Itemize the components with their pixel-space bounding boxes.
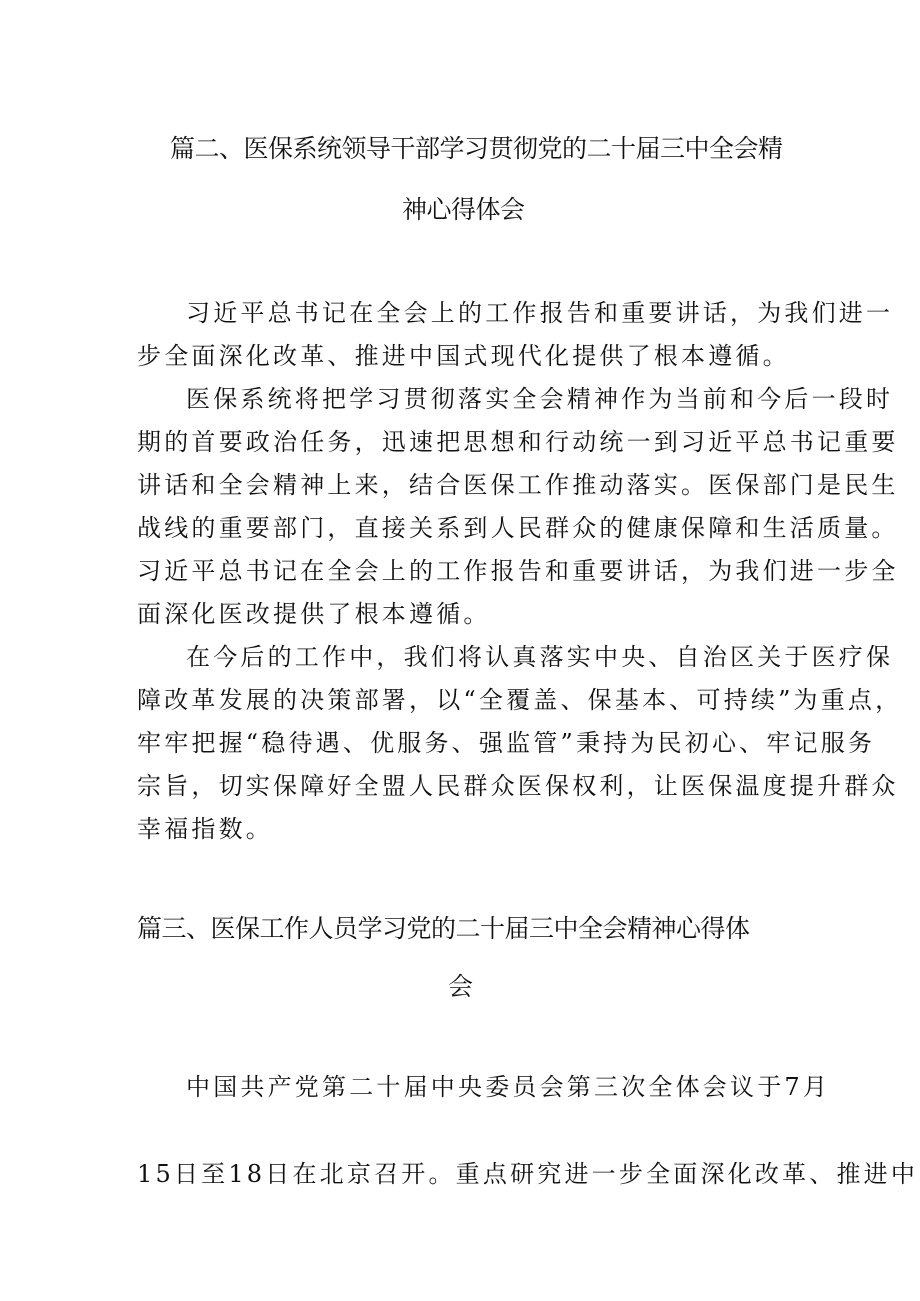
section3-para1-line: 中国共产党第二十届中央委员会第三次全体会议于7月 [186,1073,831,1101]
section2-para3-line: 障改革发展的决策部署，以“全覆盖、保基本、可持续”为重点， [137,686,903,714]
section3-title-line2: 会 [448,972,473,1001]
section2-para2-line: 面深化医改提供了根本遵循。 [137,600,491,628]
section2-para3-line: 幸福指数。 [137,815,273,843]
section2-para2-line: 讲话和全会精神上来，结合医保工作推动落实。医保部门是民生 [137,471,899,499]
section2-para3-line: 宗旨，切实保障好全盟人民群众医保权利，让医保温度提升群众 [137,772,899,800]
section2-para2-line: 习近平总书记在全会上的工作报告和重要讲话，为我们进一步全 [137,557,899,585]
section2-para3-line: 牢牢把握“稳待遇、优服务、强监管”秉持为民初心、牢记服务 [137,729,876,757]
section3-title-line1: 篇三、医保工作人员学习党的二十届三中全会精神心得体 [137,914,750,943]
section2-title-line1: 篇二、医保系统领导干部学习贯彻党的二十届三中全会精 [170,134,783,163]
section2-para2-line: 期的首要政治任务，迅速把思想和行动统一到习近平总书记重要 [137,428,899,456]
section3-para1-line: 15日至18日在北京召开。重点研究进一步全面深化改革、推进中 [137,1160,919,1188]
section2-para3-line: 在今后的工作中，我们将认真落实中央、自治区关于医疗保 [186,643,894,671]
section2-para2-line: 战线的重要部门，直接关系到人民群众的健康保障和生活质量。 [137,514,899,542]
section2-para2-line: 医保系统将把学习贯彻落实全会精神作为当前和今后一段时 [186,385,894,413]
section2-para1-line: 习近平总书记在全会上的工作报告和重要讲话，为我们进一 [186,299,894,327]
section2-para1-line: 步全面深化改革、推进中国式现代化提供了根本遵循。 [137,342,790,370]
section2-title-line2: 神心得体会 [402,195,525,224]
